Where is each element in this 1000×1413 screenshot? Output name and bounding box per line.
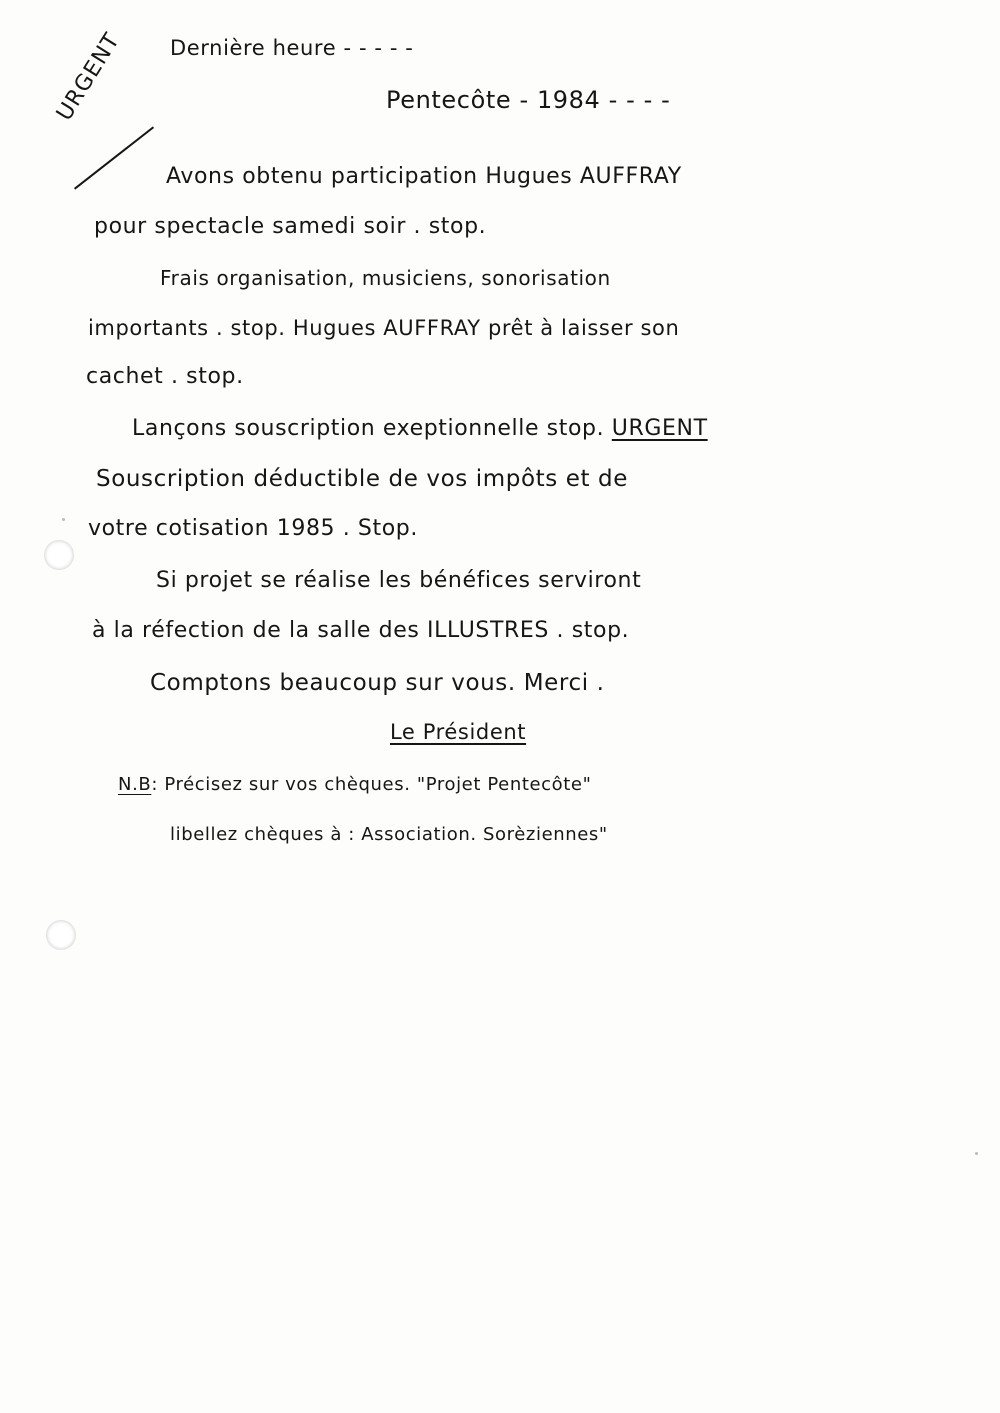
body-line-8: votre cotisation 1985 . Stop. xyxy=(88,516,418,541)
body-line-9: Si projet se réalise les bénéfices serviront xyxy=(156,568,642,593)
urgent-stamp-underline xyxy=(74,126,154,189)
body-line-5: cachet . stop. xyxy=(86,364,244,389)
header-derniere-heure: Dernière heure - - - - - xyxy=(170,36,414,60)
urgent-stamp: URGENT xyxy=(52,28,126,126)
paper-speck xyxy=(975,1152,978,1155)
punch-hole-top xyxy=(44,540,74,570)
body-line-6 xyxy=(132,416,708,441)
body-line-1: Avons obtenu participation Hugues AUFFRAY xyxy=(166,164,682,189)
body-line-3: Frais organisation, musiciens, sonorisation xyxy=(160,266,611,290)
nb-line-1 xyxy=(118,774,591,795)
nb-line-1-text: : Précisez sur vos chèques. "Projet Pentecôte" xyxy=(151,774,592,795)
body-line-2: pour spectacle samedi soir . stop. xyxy=(94,214,487,239)
body-line-6-text: Lançons souscription exeptionnelle stop. xyxy=(132,416,605,441)
body-line-7: Souscription déductible de vos impôts et de xyxy=(96,466,628,492)
paper-speck xyxy=(62,518,65,521)
nb-label: N.B xyxy=(118,774,152,795)
date-line: Pentecôte - 1984 - - - - xyxy=(386,86,671,114)
body-line-4: importants . stop. Hugues AUFFRAY prêt à laisser son xyxy=(88,316,680,340)
punch-hole-bottom xyxy=(46,920,76,950)
nb-line-2: libellez chèques à : Association. Sorèziennes" xyxy=(170,824,608,845)
body-line-10: à la réfection de la salle des ILLUSTRES . stop. xyxy=(92,618,630,643)
signature-le-president: Le Président xyxy=(390,720,527,744)
body-line-11: Comptons beaucoup sur vous. Merci . xyxy=(150,670,605,696)
urgent-inline: URGENT xyxy=(611,416,708,441)
